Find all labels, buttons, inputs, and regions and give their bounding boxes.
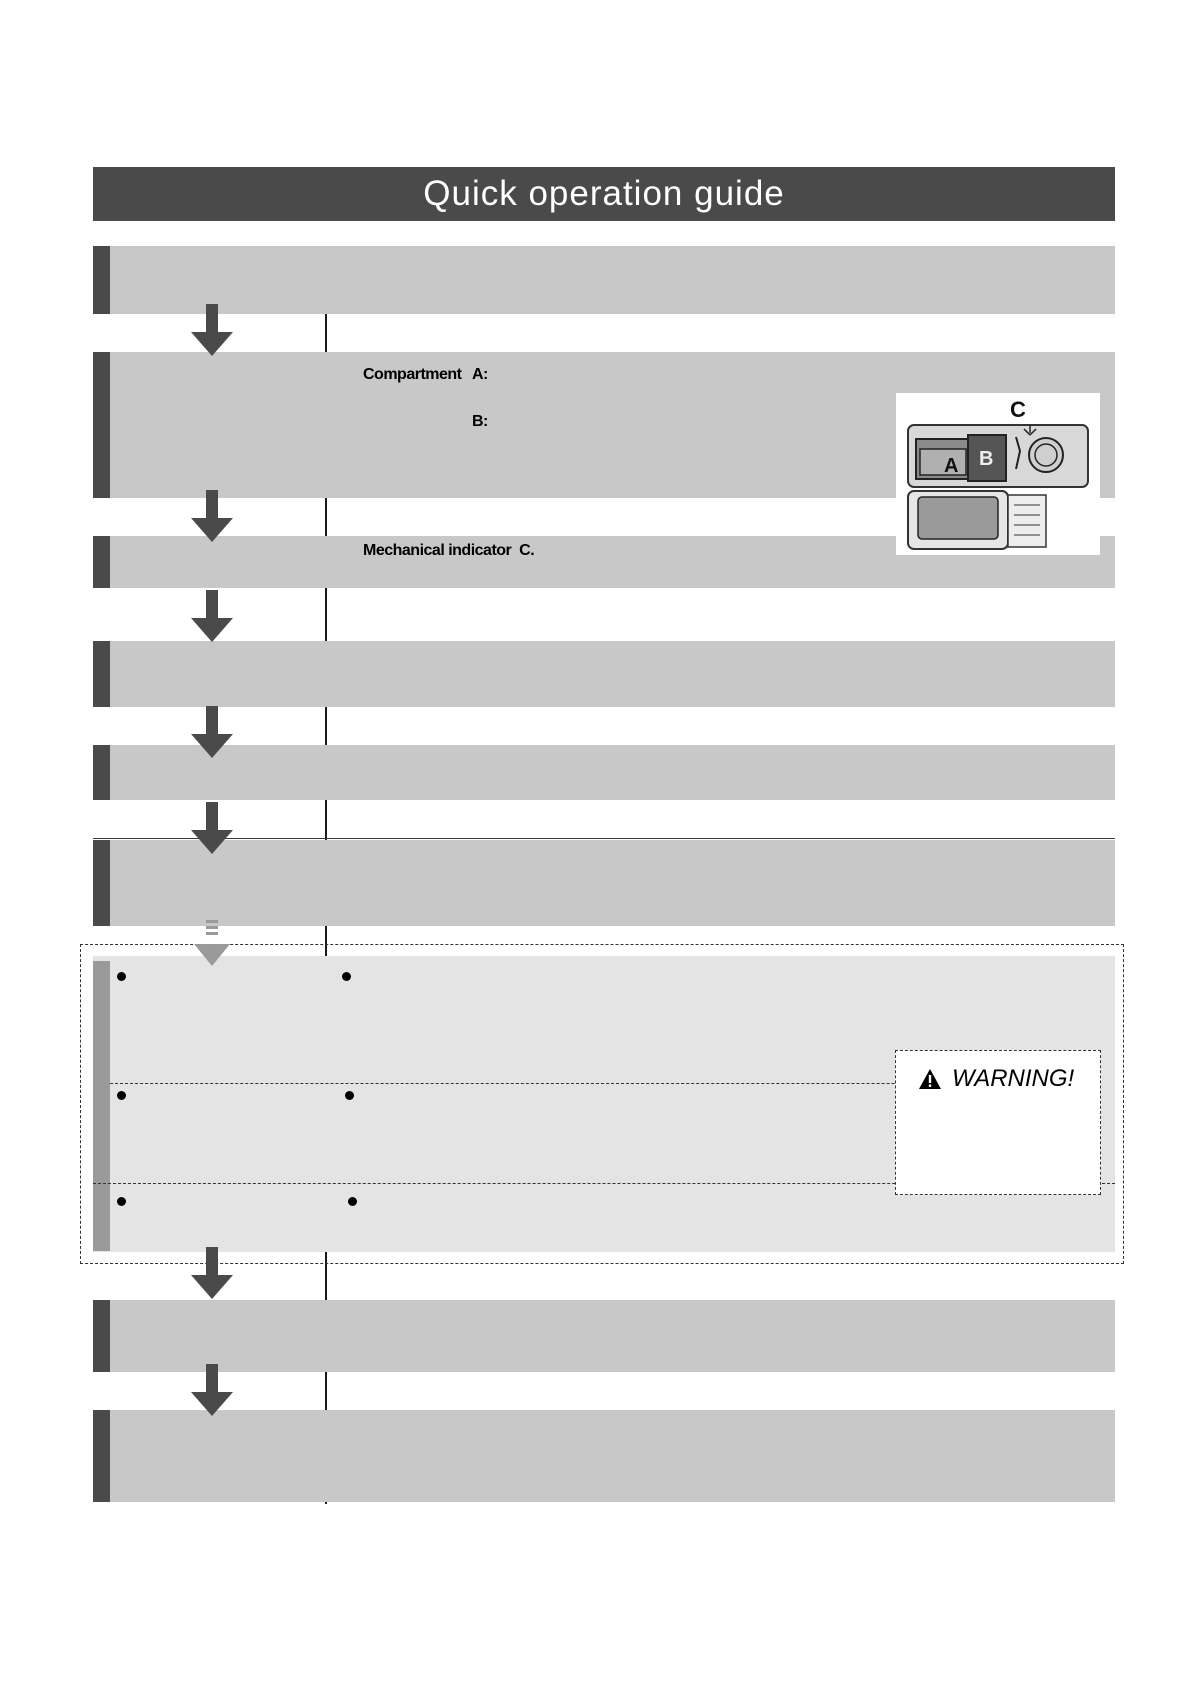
mechanical-indicator-ref: C. (519, 542, 535, 559)
dashed-down-arrow-icon (194, 920, 230, 966)
step-row-4 (93, 641, 1115, 707)
warning-heading (918, 1065, 1074, 1093)
bullet (345, 1091, 354, 1100)
mechanical-indicator-label (363, 542, 534, 560)
step-row-5 (93, 745, 1115, 800)
bullet (117, 1197, 126, 1206)
compartment-b-label: B: (472, 413, 488, 430)
step-marker (93, 536, 110, 588)
bullet (117, 972, 126, 981)
warning-triangle-icon (918, 1068, 942, 1090)
step-marker (93, 246, 110, 314)
step-marker (93, 1410, 110, 1502)
options-marker (93, 961, 110, 1251)
bullet (348, 1197, 357, 1206)
dispenser-label-c: C (1010, 397, 1026, 422)
step-row-6 (93, 840, 1115, 926)
warning-title: WARNING! (952, 1065, 1075, 1092)
down-arrow-icon (191, 304, 233, 356)
step-marker (93, 1300, 110, 1372)
dispenser-figure (896, 393, 1100, 555)
step-row-7 (93, 1300, 1115, 1372)
separator-line (93, 838, 1115, 839)
step-row-1 (93, 246, 1115, 314)
down-arrow-icon (191, 1247, 233, 1299)
down-arrow-icon (191, 490, 233, 542)
bullet (117, 1091, 126, 1100)
bullet (342, 972, 351, 981)
dispenser-label-a: A (944, 455, 959, 477)
step-marker (93, 840, 110, 926)
page-title: Quick operation guide (93, 167, 1115, 221)
down-arrow-icon (191, 590, 233, 642)
step-marker (93, 745, 110, 800)
down-arrow-icon (191, 706, 233, 758)
step-marker (93, 641, 110, 707)
step-marker (93, 352, 110, 498)
compartment-a-label: A: (472, 366, 488, 383)
down-arrow-icon (191, 802, 233, 854)
mechanical-indicator-text: Mechanical indicator (363, 542, 512, 559)
compartment-label: Compartment (363, 366, 462, 383)
step-row-8 (93, 1410, 1115, 1502)
dispenser-label-b: B (979, 448, 994, 470)
warning-box (895, 1050, 1101, 1195)
down-arrow-icon (191, 1364, 233, 1416)
